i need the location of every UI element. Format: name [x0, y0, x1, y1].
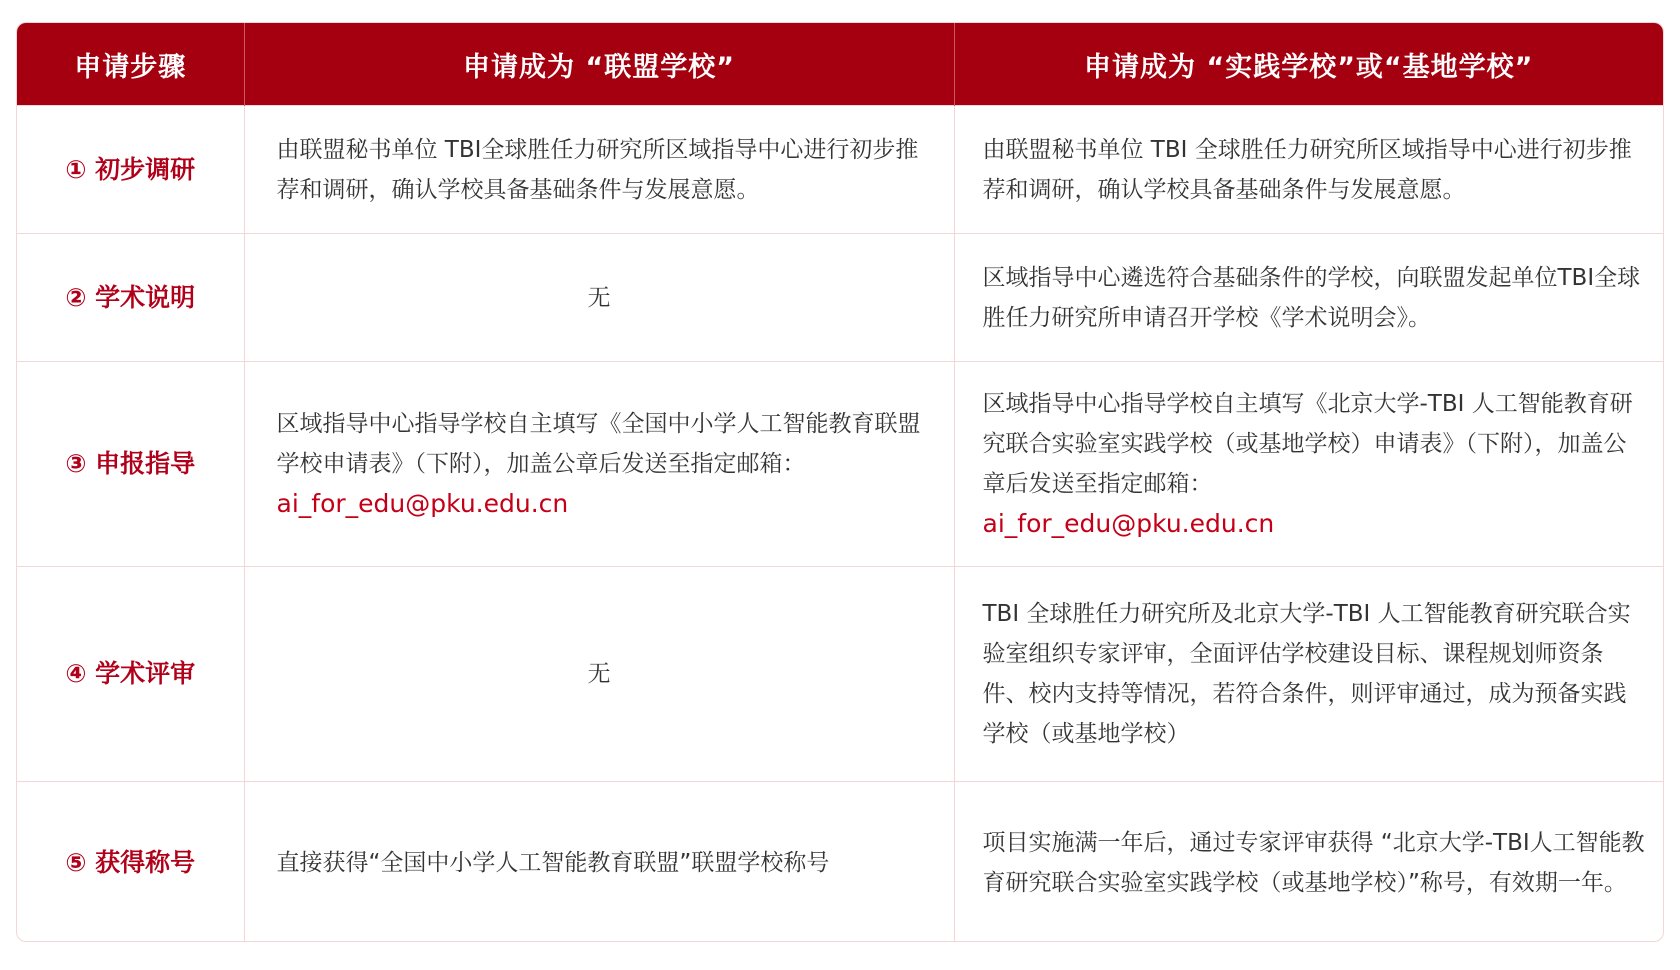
practice-cell: TBI 全球胜任力研究所及北京大学-TBI 人工智能教育研究联合实验室组织专家评审，全面评估学校建设目标、课程规划师资条件、校内支持等情况，若符合条件，则评审通过，成为预备实践学校（或基地学校）: [954, 567, 1663, 782]
header-steps: 申请步骤: [17, 23, 244, 106]
step-label: ⑤ 获得称号: [17, 782, 244, 943]
alliance-cell: 无: [244, 567, 954, 782]
step-label: ④ 学术评审: [17, 567, 244, 782]
table-header-row: [17, 23, 1663, 106]
alliance-cell: [244, 362, 954, 567]
practice-cell: 由联盟秘书单位 TBI 全球胜任力研究所区域指导中心进行初步推荐和调研，确认学校具备基础条件与发展意愿。: [954, 106, 1663, 234]
steps-table: [17, 23, 1663, 942]
step-label: ② 学术说明: [17, 234, 244, 362]
application-steps-table: [16, 22, 1664, 942]
step-label: ① 初步调研: [17, 106, 244, 234]
alliance-cell: 无: [244, 234, 954, 362]
table-row: [17, 362, 1663, 567]
practice-cell: 项目实施满一年后，通过专家评审获得 “北京大学-TBI人工智能教育研究联合实验室实践学校（或基地学校）”称号，有效期一年。: [954, 782, 1663, 943]
practice-cell: 区域指导中心遴选符合基础条件的学校，向联盟发起单位TBI全球胜任力研究所申请召开学校《学术说明会》。: [954, 234, 1663, 362]
alliance-cell: 直接获得“全国中小学人工智能教育联盟”联盟学校称号: [244, 782, 954, 943]
practice-email-link[interactable]: ai_for_edu@pku.edu.cn: [982, 509, 1275, 538]
table-row: [17, 234, 1663, 362]
practice-cell-text: 区域指导中心指导学校自主填写《北京大学-TBI 人工智能教育研究联合实验室实践学校（或基地学校）申请表》（下附），加盖公章后发送至指定邮箱：: [982, 391, 1633, 497]
alliance-email-link[interactable]: ai_for_edu@pku.edu.cn: [276, 489, 569, 518]
table-row: [17, 106, 1663, 234]
header-alliance-school: 申请成为 “联盟学校”: [244, 23, 954, 106]
table-row: [17, 567, 1663, 782]
alliance-cell: 由联盟秘书单位 TBI全球胜任力研究所区域指导中心进行初步推荐和调研，确认学校具备基础条件与发展意愿。: [244, 106, 954, 234]
step-label: ③ 申报指导: [17, 362, 244, 567]
table-row: [17, 782, 1663, 943]
alliance-cell-text: 区域指导中心指导学校自主填写《全国中小学人工智能教育联盟学校申请表》（下附），加盖公章后发送至指定邮箱：: [276, 411, 921, 477]
header-practice-school: 申请成为 “实践学校”或“基地学校”: [954, 23, 1663, 106]
practice-cell: [954, 362, 1663, 567]
